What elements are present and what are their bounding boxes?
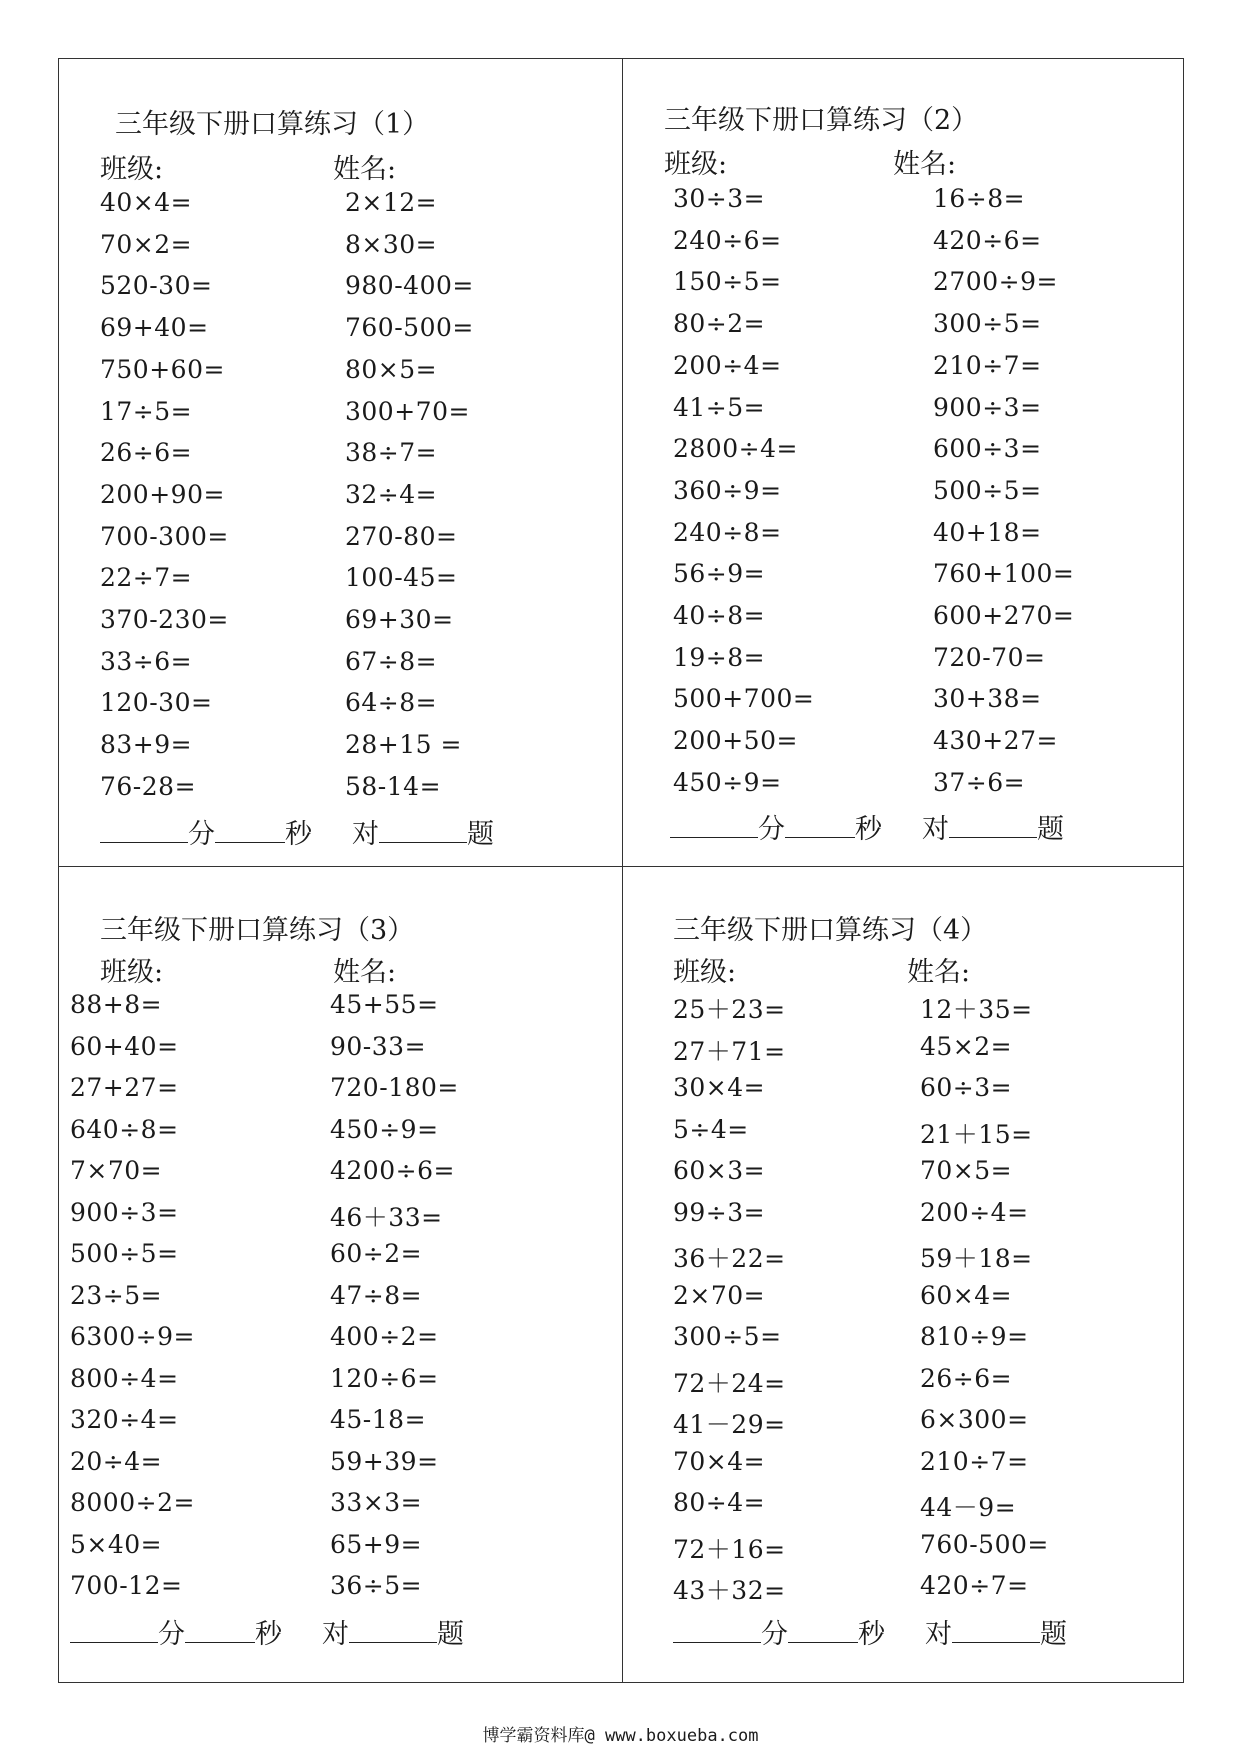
questions-label: 题 bbox=[467, 819, 494, 850]
problem-right: 300÷5= bbox=[933, 309, 1042, 339]
problem-left: 83+9= bbox=[100, 730, 193, 760]
name-label: 姓名: bbox=[333, 957, 397, 988]
correct-label: 对 bbox=[925, 1619, 952, 1650]
problem-right: 67÷8= bbox=[345, 646, 438, 676]
problem-left: 640÷8= bbox=[70, 1114, 179, 1144]
problem-left: 69+40= bbox=[100, 313, 209, 343]
problem-left: 25＋23= bbox=[673, 995, 786, 1024]
problem-right: 65+9= bbox=[330, 1529, 423, 1559]
panel-title: 三年级下册口算练习（1） bbox=[115, 109, 430, 140]
problem-right: 810÷9= bbox=[920, 1322, 1029, 1351]
problem-right: 69+30= bbox=[345, 605, 454, 634]
problem-left: 99÷3= bbox=[673, 1197, 766, 1227]
problem-left: 120-30= bbox=[100, 688, 213, 718]
problem-left: 76-28= bbox=[100, 771, 197, 801]
problem-right: 760-500= bbox=[345, 313, 474, 343]
problem-right: 32÷4= bbox=[345, 479, 438, 509]
seconds-blank[interactable] bbox=[185, 1620, 255, 1643]
seconds-blank[interactable] bbox=[785, 815, 855, 838]
problem-right: 760+100= bbox=[933, 559, 1075, 589]
problem-right: 38÷7= bbox=[345, 438, 438, 468]
minutes-blank[interactable] bbox=[673, 1620, 761, 1643]
score-footer bbox=[670, 807, 1064, 846]
problem-right: 600÷3= bbox=[933, 434, 1042, 464]
problem-left: 80÷2= bbox=[673, 309, 766, 339]
problem-right: 64÷8= bbox=[345, 688, 438, 718]
problem-left: 360÷9= bbox=[673, 475, 782, 505]
class-label: 班级: bbox=[673, 957, 737, 988]
problem-left: 370-230= bbox=[100, 605, 229, 634]
problem-right: 37÷6= bbox=[933, 767, 1026, 797]
problem-right: 720-70= bbox=[933, 642, 1046, 672]
minutes-label: 分 bbox=[758, 814, 785, 845]
problem-left: 40×4= bbox=[100, 188, 193, 217]
problem-left: 2×70= bbox=[673, 1280, 766, 1310]
problem-right: 100-45= bbox=[345, 563, 458, 593]
problem-left: 60+40= bbox=[70, 1031, 179, 1061]
problem-right: 300+70= bbox=[345, 396, 470, 426]
problem-right: 12＋35= bbox=[920, 995, 1033, 1024]
problem-right: 420÷7= bbox=[920, 1571, 1029, 1600]
minutes-blank[interactable] bbox=[70, 1620, 158, 1643]
problem-right: 16÷8= bbox=[933, 184, 1026, 213]
problem-right: 60÷2= bbox=[330, 1239, 423, 1268]
minutes-label: 分 bbox=[158, 1619, 185, 1650]
problem-right: 430+27= bbox=[933, 726, 1058, 756]
questions-label: 题 bbox=[1037, 814, 1064, 845]
problem-left: 240÷6= bbox=[673, 225, 782, 255]
problem-right: 46＋33= bbox=[330, 1202, 443, 1232]
problem-left: 520-30= bbox=[100, 271, 213, 301]
problem-right: 400÷2= bbox=[330, 1322, 439, 1351]
problem-right: 8×30= bbox=[345, 229, 438, 259]
problem-left: 56÷9= bbox=[673, 559, 766, 589]
problem-left: 60×3= bbox=[673, 1156, 766, 1185]
problem-right: 2700÷9= bbox=[933, 267, 1058, 297]
seconds-label: 秒 bbox=[858, 1619, 885, 1650]
correct-label: 对 bbox=[352, 819, 379, 850]
name-label: 姓名: bbox=[907, 957, 971, 988]
problem-right: 900÷3= bbox=[933, 392, 1042, 422]
problem-left: 500+700= bbox=[673, 684, 815, 714]
problem-left: 70×2= bbox=[100, 229, 193, 259]
problem-left: 320÷4= bbox=[70, 1405, 179, 1434]
problem-right: 120÷6= bbox=[330, 1363, 439, 1393]
problem-left: 6300÷9= bbox=[70, 1322, 195, 1351]
problem-right: 60×4= bbox=[920, 1280, 1013, 1310]
problem-right: 58-14= bbox=[345, 771, 442, 801]
minutes-label: 分 bbox=[761, 1619, 788, 1650]
problem-left: 200+90= bbox=[100, 479, 225, 509]
problem-right: 30+38= bbox=[933, 684, 1042, 714]
horizontal-divider bbox=[59, 866, 1183, 867]
problem-left: 40÷8= bbox=[673, 601, 766, 630]
problem-right: 210÷7= bbox=[920, 1446, 1029, 1476]
seconds-blank[interactable] bbox=[788, 1620, 858, 1643]
problem-left: 26÷6= bbox=[100, 438, 193, 468]
problem-left: 70×4= bbox=[673, 1446, 766, 1476]
problem-right: 70×5= bbox=[920, 1156, 1013, 1185]
problem-left: 750+60= bbox=[100, 354, 225, 384]
problem-left: 700-300= bbox=[100, 521, 229, 551]
problem-left: 700-12= bbox=[70, 1571, 183, 1600]
problem-right: 420÷6= bbox=[933, 225, 1042, 255]
problem-right: 26÷6= bbox=[920, 1363, 1013, 1393]
problem-left: 72＋24= bbox=[673, 1368, 786, 1398]
score-footer bbox=[100, 812, 494, 851]
class-label: 班级: bbox=[664, 149, 728, 180]
problem-right: 4200÷6= bbox=[330, 1156, 455, 1185]
problem-left: 22÷7= bbox=[100, 563, 193, 593]
questions-label: 题 bbox=[437, 1619, 464, 1650]
minutes-blank[interactable] bbox=[100, 820, 188, 843]
problem-left: 500÷5= bbox=[70, 1239, 179, 1268]
class-label: 班级: bbox=[100, 957, 164, 988]
problem-left: 5×40= bbox=[70, 1529, 163, 1559]
problem-left: 7×70= bbox=[70, 1156, 163, 1185]
panel-title: 三年级下册口算练习（2） bbox=[664, 105, 979, 136]
problem-right: 980-400= bbox=[345, 271, 474, 301]
problem-left: 33÷6= bbox=[100, 646, 193, 676]
correct-blank[interactable] bbox=[952, 1620, 1040, 1643]
problem-right: 40+18= bbox=[933, 517, 1042, 547]
problem-right: 59+39= bbox=[330, 1446, 439, 1476]
problem-left: 23÷5= bbox=[70, 1280, 163, 1310]
problem-right: 21＋15= bbox=[920, 1119, 1033, 1149]
problem-right: 45-18= bbox=[330, 1405, 427, 1434]
problem-left: 88+8= bbox=[70, 990, 163, 1019]
problem-left: 800÷4= bbox=[70, 1363, 179, 1393]
problem-left: 150÷5= bbox=[673, 267, 782, 297]
footer-credit: 博学霸资料库@ www.boxueba.com bbox=[482, 1726, 759, 1746]
problem-left: 27＋71= bbox=[673, 1036, 786, 1066]
problem-right: 45×2= bbox=[920, 1031, 1013, 1061]
problem-left: 5÷4= bbox=[673, 1114, 749, 1144]
problem-left: 27+27= bbox=[70, 1073, 179, 1102]
panel-title: 三年级下册口算练习（3） bbox=[100, 915, 415, 946]
correct-label: 对 bbox=[922, 814, 949, 845]
class-label: 班级: bbox=[100, 154, 164, 185]
problem-right: 33×3= bbox=[330, 1488, 423, 1517]
problem-left: 450÷9= bbox=[673, 767, 782, 797]
problem-right: 450÷9= bbox=[330, 1114, 439, 1144]
problem-left: 240÷8= bbox=[673, 517, 782, 547]
seconds-label: 秒 bbox=[255, 1619, 282, 1650]
worksheet-grid bbox=[58, 58, 1184, 1683]
problem-left: 41－29= bbox=[673, 1410, 786, 1439]
problem-left: 43＋32= bbox=[673, 1576, 786, 1605]
minutes-label: 分 bbox=[188, 819, 215, 850]
correct-label: 对 bbox=[322, 1619, 349, 1650]
problem-right: 600+270= bbox=[933, 601, 1075, 630]
score-footer bbox=[673, 1612, 1067, 1651]
problem-right: 500÷5= bbox=[933, 475, 1042, 505]
score-footer bbox=[70, 1612, 464, 1651]
problem-right: 210÷7= bbox=[933, 350, 1042, 380]
seconds-label: 秒 bbox=[855, 814, 882, 845]
problem-right: 47÷8= bbox=[330, 1280, 423, 1310]
problem-left: 300÷5= bbox=[673, 1322, 782, 1351]
problem-right: 36÷5= bbox=[330, 1571, 423, 1600]
correct-blank[interactable] bbox=[949, 815, 1037, 838]
problem-right: 90-33= bbox=[330, 1031, 427, 1061]
name-label: 姓名: bbox=[893, 149, 957, 180]
problem-left: 36＋22= bbox=[673, 1244, 786, 1273]
problem-right: 44－9= bbox=[920, 1493, 1017, 1522]
problem-left: 8000÷2= bbox=[70, 1488, 195, 1517]
vertical-divider bbox=[622, 59, 623, 1682]
problem-left: 200+50= bbox=[673, 726, 798, 756]
problem-left: 17÷5= bbox=[100, 396, 193, 426]
problem-right: 45+55= bbox=[330, 990, 439, 1019]
problem-right: 28+15 = bbox=[345, 730, 462, 760]
seconds-label: 秒 bbox=[285, 819, 312, 850]
problem-left: 72＋16= bbox=[673, 1534, 786, 1564]
correct-blank[interactable] bbox=[349, 1620, 437, 1643]
problem-left: 20÷4= bbox=[70, 1446, 163, 1476]
problem-left: 200÷4= bbox=[673, 350, 782, 380]
problem-right: 60÷3= bbox=[920, 1073, 1013, 1102]
problem-right: 6×300= bbox=[920, 1405, 1029, 1434]
questions-label: 题 bbox=[1040, 1619, 1067, 1650]
problem-left: 30÷3= bbox=[673, 184, 766, 213]
problem-right: 2×12= bbox=[345, 188, 438, 217]
problem-left: 2800÷4= bbox=[673, 434, 798, 464]
problem-right: 760-500= bbox=[920, 1529, 1049, 1559]
problem-right: 80×5= bbox=[345, 354, 438, 384]
correct-blank[interactable] bbox=[379, 820, 467, 843]
problem-right: 59＋18= bbox=[920, 1244, 1033, 1273]
problem-left: 80÷4= bbox=[673, 1488, 766, 1517]
problem-left: 41÷5= bbox=[673, 392, 766, 422]
problem-left: 19÷8= bbox=[673, 642, 766, 672]
minutes-blank[interactable] bbox=[670, 815, 758, 838]
problem-left: 30×4= bbox=[673, 1073, 766, 1102]
panel-title: 三年级下册口算练习（4） bbox=[673, 915, 988, 946]
problem-left: 900÷3= bbox=[70, 1197, 179, 1227]
problem-right: 200÷4= bbox=[920, 1197, 1029, 1227]
name-label: 姓名: bbox=[333, 154, 397, 185]
seconds-blank[interactable] bbox=[215, 820, 285, 843]
problem-right: 270-80= bbox=[345, 521, 458, 551]
problem-right: 720-180= bbox=[330, 1073, 459, 1102]
